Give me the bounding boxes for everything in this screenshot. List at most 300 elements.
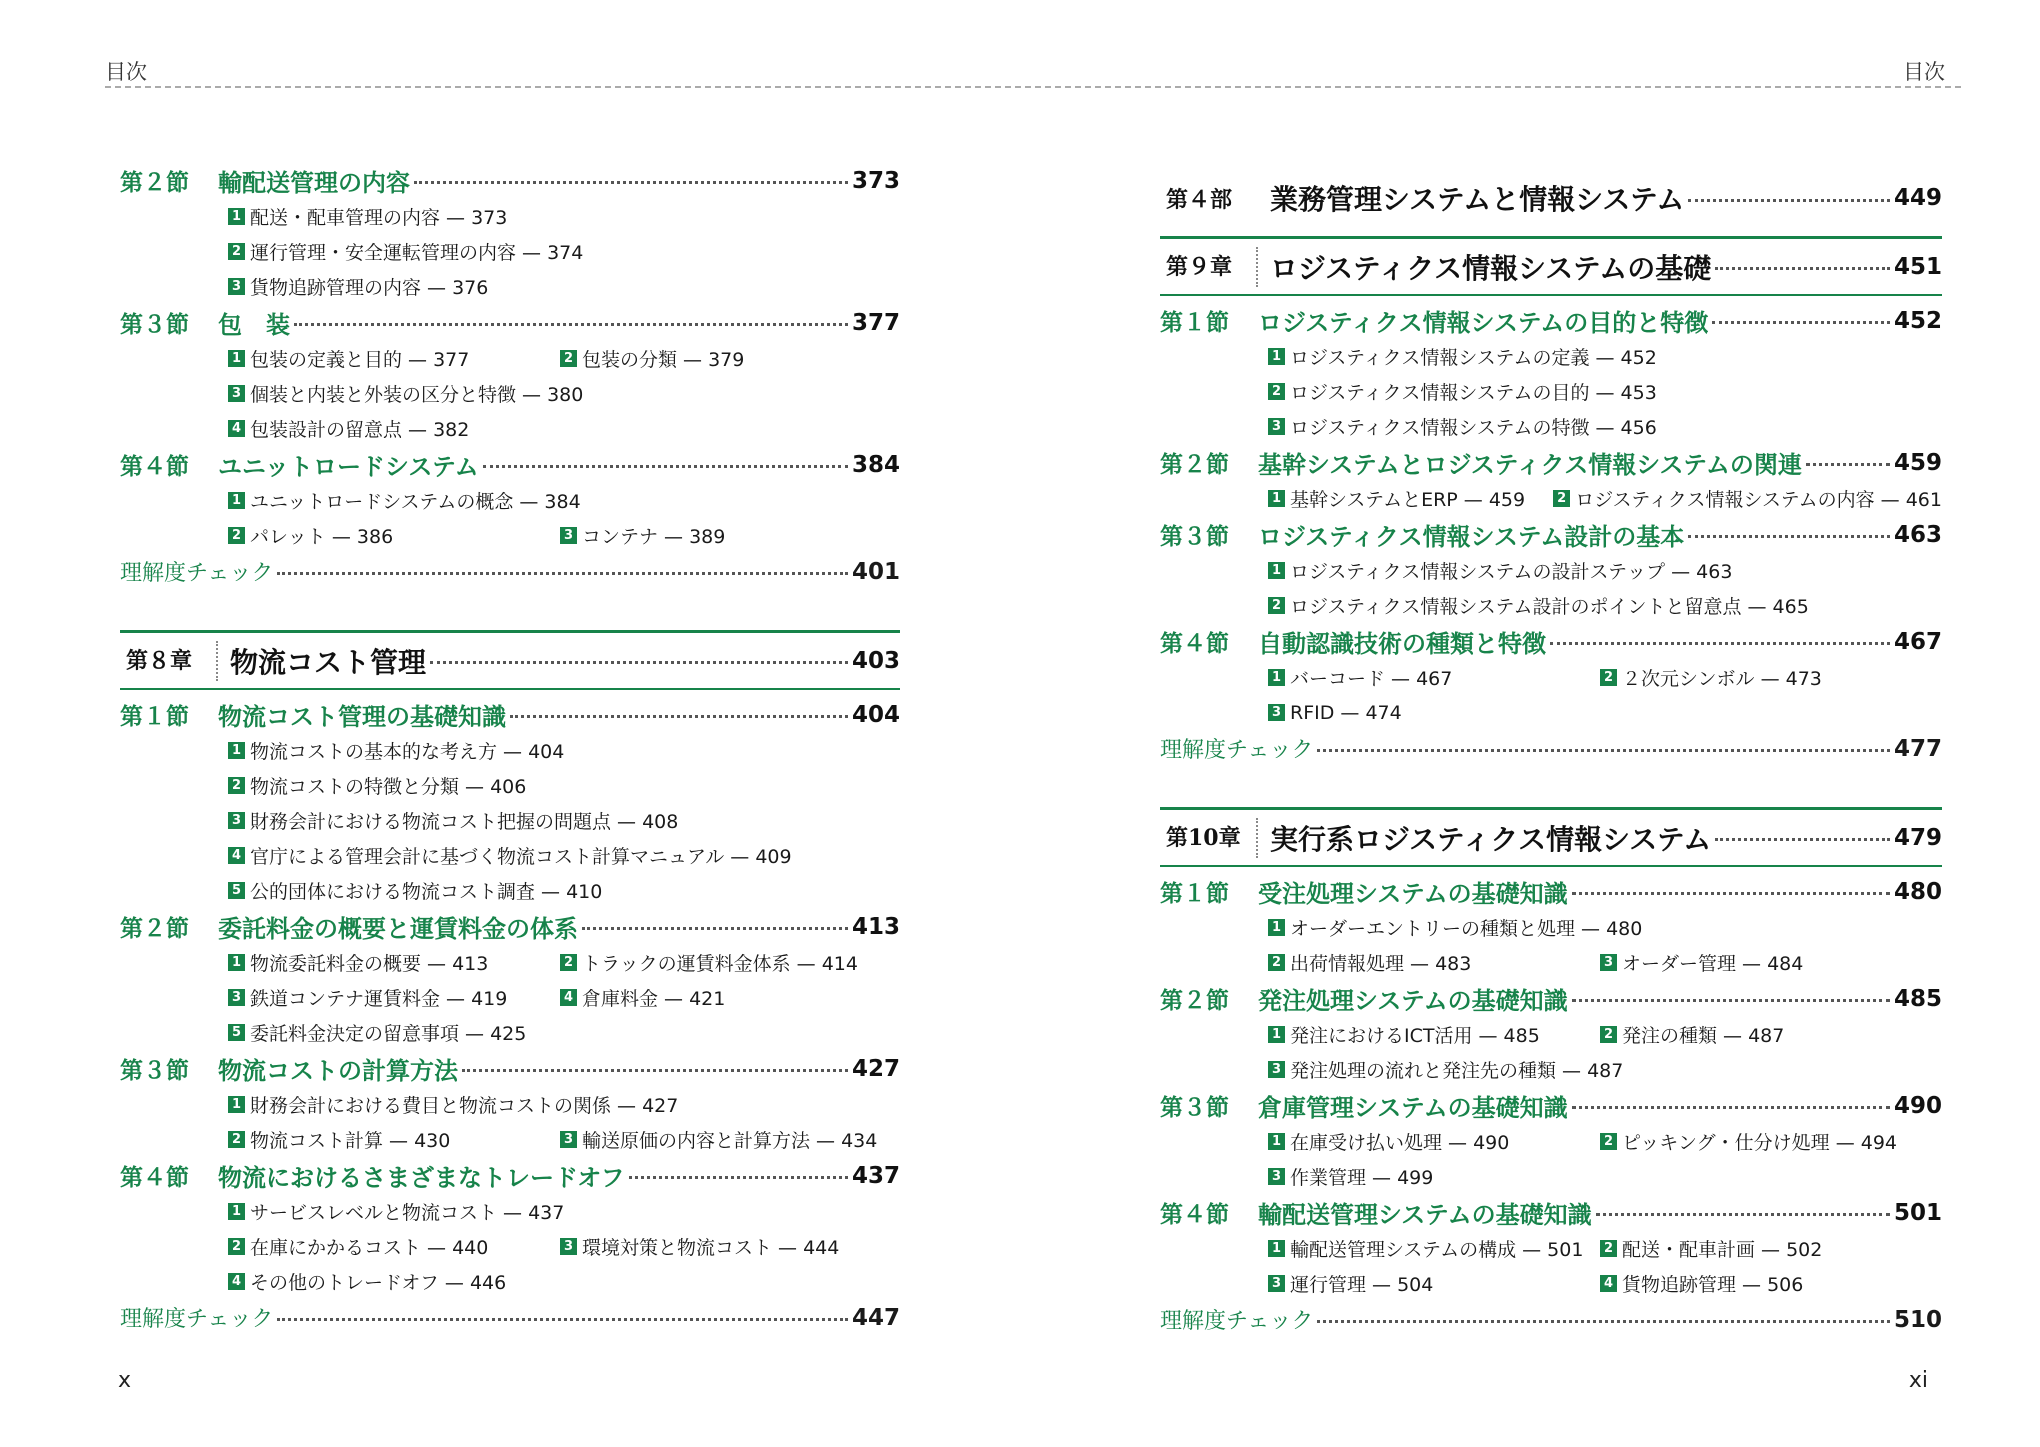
section-title: 基幹システムとロジスティクス情報システムの関連: [1258, 451, 1802, 479]
section-number: 第３節: [120, 1058, 189, 1084]
right-sections-2: [1160, 873, 1942, 1301]
subsection-item[interactable]: [1268, 1021, 1600, 1048]
item-label: 運行管理 — 504: [1290, 1274, 1434, 1296]
header-divider: [105, 86, 1961, 88]
item-label: RFID — 474: [1290, 701, 1402, 724]
item-row: [1160, 660, 1942, 695]
section-title: 委託料金の概要と運賃料金の体系: [218, 915, 578, 943]
item-number-badge: 3: [228, 812, 245, 829]
item-label: コンテナ — 389: [582, 526, 726, 548]
subsection-item[interactable]: [228, 1268, 506, 1295]
page-ref: 451: [1893, 253, 1942, 280]
item-label: 配送・配車計画 — 502: [1622, 1239, 1823, 1261]
item-label: 発注の種類 — 487: [1622, 1025, 1785, 1047]
item-number-badge: 3: [560, 1131, 577, 1148]
leader-dots: [483, 465, 848, 468]
left-sections-2: [120, 696, 900, 1299]
subsection-item[interactable]: [228, 1126, 560, 1153]
item-number-badge: 1: [1268, 1240, 1285, 1257]
check-title: 理解度チェック: [1160, 1309, 1314, 1334]
subsection-item[interactable]: [228, 949, 560, 976]
section-title: ロジスティクス情報システムの目的と特徴: [1258, 309, 1709, 337]
leader-dots: [1688, 535, 1890, 538]
subsection-item[interactable]: [228, 238, 583, 265]
item-number-badge: 4: [1600, 1275, 1617, 1292]
part-title: 業務管理システムと情報システム: [1270, 183, 1685, 216]
subsection-item[interactable]: [1268, 1270, 1600, 1297]
item-row: [120, 733, 900, 768]
item-number-badge: 4: [228, 847, 245, 864]
item-label: 環境対策と物流コスト — 444: [582, 1237, 840, 1259]
page-ref: 401: [851, 558, 900, 585]
right-sections-1: [1160, 302, 1942, 730]
item-label: 作業管理 — 499: [1290, 1167, 1434, 1189]
section-heading[interactable]: [1160, 516, 1942, 553]
item-number-badge: 1: [1268, 919, 1285, 936]
item-label: 物流コスト計算 — 430: [250, 1130, 451, 1152]
subsection-item[interactable]: [1268, 557, 1732, 584]
item-row: [120, 341, 900, 376]
leader-dots: [1715, 267, 1890, 270]
subsection-item[interactable]: [1268, 378, 1657, 405]
item-number-badge: 2: [560, 954, 577, 971]
item-number-badge: 2: [1268, 383, 1285, 400]
subsection-item[interactable]: [228, 273, 488, 300]
item-label: 物流コストの基本的な考え方 — 404: [250, 741, 565, 763]
item-label: 貨物追跡管理の内容 — 376: [250, 277, 489, 299]
item-row: [120, 483, 900, 518]
subsection-item[interactable]: [560, 345, 744, 372]
leader-dots: [277, 1318, 848, 1321]
item-label: 発注処理の流れと発注先の種類 — 487: [1290, 1060, 1624, 1082]
item-number-badge: 3: [1268, 418, 1285, 435]
item-row: [1160, 553, 1942, 588]
item-label: ２次元シンボル — 473: [1622, 668, 1822, 690]
section-title: ユニットロードシステム: [218, 453, 479, 481]
chapter-8-heading[interactable]: [120, 630, 900, 690]
page-ref: 373: [851, 167, 900, 194]
subsection-item[interactable]: [228, 842, 792, 869]
section-number: 第１節: [1160, 881, 1229, 907]
page-ref: 447: [851, 1304, 900, 1331]
subsection-item[interactable]: [1268, 343, 1657, 370]
item-label: 倉庫料金 — 421: [582, 988, 726, 1010]
item-number-badge: 2: [560, 350, 577, 367]
item-label: 鉄道コンテナ運賃料金 — 419: [250, 988, 508, 1010]
subsection-item[interactable]: [1600, 664, 1822, 691]
page-ref: 467: [1893, 628, 1942, 655]
section-title: 自動認識技術の種類と特徴: [1258, 630, 1546, 658]
item-label: 官庁による管理会計に基づく物流コスト計算マニュアル — 409: [250, 846, 792, 868]
subsection-item[interactable]: [228, 1019, 526, 1046]
item-number-badge: 2: [1600, 1133, 1617, 1150]
item-row: [120, 768, 900, 803]
item-number-badge: 1: [1268, 348, 1285, 365]
item-row: [120, 269, 900, 304]
check-title: 理解度チェック: [120, 1307, 274, 1332]
subsection-item[interactable]: [560, 1233, 839, 1260]
item-number-badge: 2: [1553, 490, 1570, 507]
subsection-item[interactable]: [228, 877, 602, 904]
page-ref: 463: [1893, 521, 1942, 548]
item-label: 貨物追跡管理 — 506: [1622, 1274, 1804, 1296]
item-number-badge: 4: [560, 989, 577, 1006]
section-number: 第４節: [120, 1165, 189, 1191]
leader-dots: [1715, 838, 1890, 841]
subsection-item[interactable]: [560, 949, 858, 976]
item-label: 公的団体における物流コスト調査 — 410: [250, 881, 603, 903]
item-row: [1160, 409, 1942, 444]
subsection-item[interactable]: [228, 487, 581, 514]
leader-dots: [1688, 199, 1890, 202]
section-title: 輸配送管理システムの基礎知識: [1258, 1201, 1592, 1229]
item-label: トラックの運賃料金体系 — 414: [582, 953, 858, 975]
subsection-item[interactable]: [228, 984, 560, 1011]
item-label: 配送・配車管理の内容 — 373: [250, 207, 508, 229]
page-ref: 480: [1893, 878, 1942, 905]
subsection-item[interactable]: [228, 203, 507, 230]
page-ref: 427: [851, 1055, 900, 1082]
subsection-item[interactable]: [1268, 664, 1600, 691]
item-label: ユニットロードシステムの概念 — 384: [250, 491, 581, 513]
section-number: 第１節: [1160, 310, 1229, 336]
page-ref: 413: [851, 913, 900, 940]
section-number: 第３節: [1160, 524, 1229, 550]
item-number-badge: 3: [560, 1238, 577, 1255]
item-label: 発注におけるICT活用 — 485: [1290, 1025, 1540, 1047]
item-label: 出荷情報処理 — 483: [1290, 953, 1472, 975]
section-heading[interactable]: [1160, 302, 1942, 339]
section-number: 第３節: [1160, 1095, 1229, 1121]
item-number-badge: 2: [1600, 669, 1617, 686]
check-title: 理解度チェック: [1160, 738, 1314, 763]
section-title: ロジスティクス情報システム設計の基本: [1258, 523, 1685, 551]
section-title: 包 装: [218, 311, 290, 339]
subsection-item[interactable]: [228, 1091, 678, 1118]
leader-dots: [1572, 1106, 1890, 1109]
subsection-item[interactable]: [1600, 1235, 1822, 1262]
item-label: 委託料金決定の留意事項 — 425: [250, 1023, 527, 1045]
section-heading[interactable]: [1160, 623, 1942, 660]
page-ref: 459: [1893, 449, 1942, 476]
item-row: [120, 411, 900, 446]
leader-dots: [582, 927, 848, 930]
section-title: 物流コスト管理の基礎知識: [218, 703, 506, 731]
item-number-badge: 4: [228, 1273, 245, 1290]
item-row: [120, 1194, 900, 1229]
item-number-badge: 5: [228, 882, 245, 899]
item-row: [1160, 945, 1942, 980]
section-title: 物流コストの計算方法: [218, 1057, 458, 1085]
page-ref: 403: [851, 647, 900, 674]
item-number-badge: 2: [1268, 954, 1285, 971]
section-heading[interactable]: [120, 1157, 900, 1194]
item-number-badge: 1: [228, 492, 245, 509]
subsection-item[interactable]: [1600, 1128, 1897, 1155]
item-number-badge: 4: [228, 420, 245, 437]
subsection-item[interactable]: [1553, 485, 1942, 512]
spacer: [120, 590, 900, 630]
item-number-badge: 2: [228, 243, 245, 260]
section-number: 第２節: [120, 916, 189, 942]
subsection-item[interactable]: [1268, 1128, 1600, 1155]
item-number-badge: 3: [1600, 954, 1617, 971]
item-label: サービスレベルと物流コスト — 437: [250, 1202, 565, 1224]
item-number-badge: 2: [228, 777, 245, 794]
check-row[interactable]: [120, 553, 900, 590]
item-label: 包装の分類 — 379: [582, 349, 745, 371]
leader-dots: [1572, 999, 1890, 1002]
section-heading[interactable]: [1160, 444, 1942, 481]
section-title: 輸配送管理の内容: [218, 169, 410, 197]
leader-dots: [1317, 1320, 1890, 1323]
item-row: [1160, 1017, 1942, 1052]
item-label: ロジスティクス情報システムの設計ステップ — 463: [1290, 561, 1733, 583]
item-label: 包装の定義と目的 — 377: [250, 349, 470, 371]
check-title: 理解度チェック: [120, 561, 274, 586]
page-ref: 449: [1893, 185, 1942, 211]
right-column: [1160, 168, 1942, 1338]
item-number-badge: 3: [228, 989, 245, 1006]
item-label: 物流コストの特徴と分類 — 406: [250, 776, 527, 798]
page-ref: 452: [1893, 307, 1942, 334]
leader-dots: [1712, 321, 1890, 324]
item-row: [120, 518, 900, 553]
page-number-left: x: [118, 1368, 132, 1393]
check-row[interactable]: [1160, 1301, 1942, 1338]
item-label: ロジスティクス情報システム設計のポイントと留意点 — 465: [1290, 596, 1809, 618]
subsection-item[interactable]: [1268, 949, 1600, 976]
item-label: ロジスティクス情報システムの内容 — 461: [1575, 489, 1942, 511]
item-row: [1160, 481, 1942, 516]
item-number-badge: 2: [228, 1131, 245, 1148]
header-left: 目次: [105, 60, 147, 84]
item-label: その他のトレードオフ — 446: [250, 1272, 507, 1294]
section-heading[interactable]: [1160, 873, 1942, 910]
header-right: 目次: [1903, 60, 1945, 84]
left-sections-1: [120, 162, 900, 553]
item-number-badge: 1: [1268, 490, 1285, 507]
page-ref: 437: [851, 1162, 900, 1189]
leader-dots: [510, 715, 848, 718]
chapter-9-heading[interactable]: [1160, 236, 1942, 296]
item-number-badge: 2: [1268, 597, 1285, 614]
item-label: 財務会計における物流コスト把握の問題点 — 408: [250, 811, 679, 833]
item-label: 物流委託料金の概要 — 413: [250, 953, 489, 975]
item-number-badge: 2: [1600, 1240, 1617, 1257]
section-heading[interactable]: [120, 908, 900, 945]
item-label: ロジスティクス情報システムの定義 — 452: [1290, 347, 1657, 369]
section-title: 倉庫管理システムの基礎知識: [1258, 1094, 1568, 1122]
leader-dots: [462, 1069, 848, 1072]
item-number-badge: 3: [1268, 704, 1285, 721]
spacer: [1160, 767, 1942, 807]
subsection-item[interactable]: [228, 415, 469, 442]
item-number-badge: 2: [1600, 1026, 1617, 1043]
item-label: 個装と内装と外装の区分と特徴 — 380: [250, 384, 584, 406]
check-row[interactable]: [120, 1299, 900, 1336]
item-label: オーダー管理 — 484: [1622, 953, 1804, 975]
subsection-item[interactable]: [1268, 1235, 1600, 1262]
item-label: 在庫にかかるコスト — 440: [250, 1237, 489, 1259]
item-row: [120, 803, 900, 838]
page-ref: 477: [1893, 735, 1942, 762]
section-heading[interactable]: [120, 162, 900, 199]
section-title: 受注処理システムの基礎知識: [1258, 880, 1568, 908]
subsection-item[interactable]: [228, 807, 678, 834]
subsection-item[interactable]: [560, 984, 725, 1011]
part-4-heading[interactable]: [1160, 168, 1942, 228]
item-number-badge: 2: [228, 1238, 245, 1255]
item-number-badge: 3: [1268, 1275, 1285, 1292]
page-ref: 479: [1893, 824, 1942, 851]
item-number-badge: 3: [560, 527, 577, 544]
item-number-badge: 2: [228, 527, 245, 544]
item-label: 輸配送管理システムの構成 — 501: [1290, 1239, 1584, 1261]
item-label: 財務会計における費目と物流コストの関係 — 427: [250, 1095, 679, 1117]
page-ref: 510: [1893, 1306, 1942, 1333]
leader-dots: [1572, 892, 1890, 895]
item-row: [120, 1229, 900, 1264]
section-title: 発注処理システムの基礎知識: [1258, 987, 1568, 1015]
page-ref: 384: [851, 451, 900, 478]
page-ref: 485: [1893, 985, 1942, 1012]
item-row: [1160, 910, 1942, 945]
item-row: [1160, 1159, 1942, 1194]
item-number-badge: 1: [228, 954, 245, 971]
item-label: 運行管理・安全運転管理の内容 — 374: [250, 242, 584, 264]
item-label: 包装設計の留意点 — 382: [250, 419, 470, 441]
item-label: パレット — 386: [250, 526, 394, 548]
subsection-item[interactable]: [228, 1198, 564, 1225]
subsection-item[interactable]: [1268, 914, 1642, 941]
item-label: バーコード — 467: [1290, 668, 1453, 690]
subsection-item[interactable]: [1600, 949, 1803, 976]
item-number-badge: 1: [1268, 669, 1285, 686]
page-ref: 404: [851, 701, 900, 728]
item-number-badge: 1: [228, 1203, 245, 1220]
item-number-badge: 1: [1268, 1133, 1285, 1150]
item-label: ピッキング・仕分け処理 — 494: [1622, 1132, 1898, 1154]
item-row: [1160, 374, 1942, 409]
subsection-item[interactable]: [228, 737, 564, 764]
subsection-item[interactable]: [1268, 485, 1553, 512]
section-heading[interactable]: [120, 1050, 900, 1087]
section-title: 物流におけるさまざまなトレードオフ: [218, 1164, 625, 1192]
item-number-badge: 1: [1268, 1026, 1285, 1043]
item-row: [120, 1122, 900, 1157]
leader-dots: [1550, 642, 1890, 645]
item-row: [120, 945, 900, 980]
subsection-item[interactable]: [1600, 1270, 1803, 1297]
item-number-badge: 1: [228, 742, 245, 759]
item-number-badge: 1: [228, 350, 245, 367]
item-label: ロジスティクス情報システムの目的 — 453: [1290, 382, 1657, 404]
section-number: 第１節: [120, 704, 189, 730]
page-number-right: xi: [1908, 1368, 1928, 1393]
subsection-item[interactable]: [1268, 1163, 1433, 1190]
item-row: [1160, 339, 1942, 374]
subsection-item[interactable]: [560, 522, 725, 549]
item-number-badge: 3: [228, 385, 245, 402]
page-ref: 490: [1893, 1092, 1942, 1119]
item-number-badge: 1: [228, 208, 245, 225]
item-row: [120, 199, 900, 234]
subsection-item[interactable]: [560, 1126, 877, 1153]
chapter-title: 物流コスト管理: [230, 645, 427, 679]
section-number: 第２節: [1160, 988, 1229, 1014]
chapter-label: 第９章: [1160, 247, 1258, 287]
section-number: 第４節: [1160, 1202, 1229, 1228]
chapter-label: 第10章: [1160, 818, 1258, 858]
item-number-badge: 1: [1268, 562, 1285, 579]
section-heading[interactable]: [120, 446, 900, 483]
item-row: [1160, 1231, 1942, 1266]
item-row: [120, 1015, 900, 1050]
item-label: ロジスティクス情報システムの特徴 — 456: [1290, 417, 1657, 439]
subsection-item[interactable]: [228, 772, 526, 799]
item-row: [120, 838, 900, 873]
item-number-badge: 3: [1268, 1061, 1285, 1078]
item-number-badge: 3: [228, 278, 245, 295]
subsection-item[interactable]: [1268, 592, 1809, 619]
section-heading[interactable]: [1160, 1087, 1942, 1124]
item-number-badge: 3: [1268, 1168, 1285, 1185]
subsection-item[interactable]: [1600, 1021, 1784, 1048]
subsection-item[interactable]: [228, 522, 560, 549]
check-row[interactable]: [1160, 730, 1942, 767]
subsection-item[interactable]: [1268, 1056, 1623, 1083]
page-ref: 501: [1893, 1199, 1942, 1226]
subsection-item[interactable]: [228, 345, 560, 372]
subsection-item[interactable]: [228, 1233, 560, 1260]
part-label: 第４部: [1166, 186, 1233, 213]
item-number-badge: 5: [228, 1024, 245, 1041]
item-row: [120, 873, 900, 908]
item-number-badge: 1: [228, 1096, 245, 1113]
leader-dots: [629, 1176, 848, 1179]
section-heading[interactable]: [1160, 980, 1942, 1017]
leader-dots: [1317, 749, 1890, 752]
left-column: [120, 162, 900, 1336]
leader-dots: [430, 661, 848, 664]
subsection-item[interactable]: [1268, 702, 1402, 724]
item-row: [120, 1087, 900, 1122]
section-number: 第４節: [1160, 631, 1229, 657]
item-row: [1160, 1052, 1942, 1087]
item-row: [120, 1264, 900, 1299]
subsection-item[interactable]: [1268, 413, 1657, 440]
section-heading[interactable]: [120, 304, 900, 341]
chapter-title: ロジスティクス情報システムの基礎: [1270, 251, 1712, 285]
section-number: 第３節: [120, 312, 189, 338]
item-label: オーダーエントリーの種類と処理 — 480: [1290, 918, 1643, 940]
chapter-label: 第８章: [120, 641, 218, 681]
item-row: [120, 980, 900, 1015]
section-heading[interactable]: [1160, 1194, 1942, 1231]
item-row: [1160, 1266, 1942, 1301]
chapter-10-heading[interactable]: [1160, 807, 1942, 867]
section-number: 第４節: [120, 454, 189, 480]
item-row: [1160, 695, 1942, 730]
section-heading[interactable]: [120, 696, 900, 733]
item-row: [1160, 1124, 1942, 1159]
chapter-title: 実行系ロジスティクス情報システム: [1270, 822, 1712, 856]
leader-dots: [1596, 1213, 1890, 1216]
subsection-item[interactable]: [228, 380, 583, 407]
leader-dots: [1806, 463, 1890, 466]
leader-dots: [414, 181, 848, 184]
